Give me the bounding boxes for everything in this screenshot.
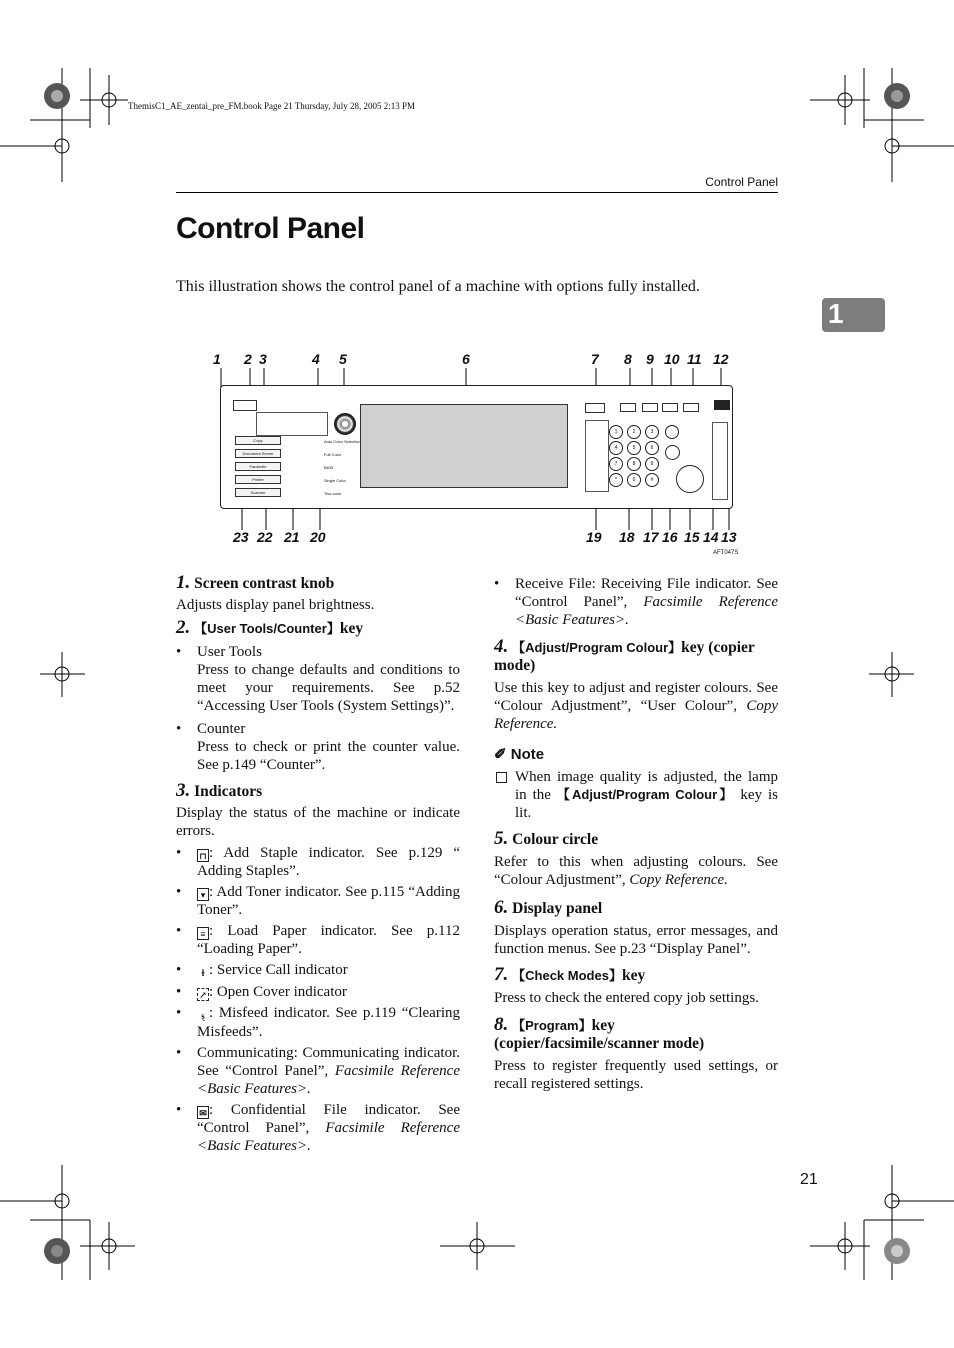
staple-icon: ⊓ <box>197 849 209 862</box>
paper-icon: ≡ <box>197 927 209 940</box>
item-6-body: Displays operation status, error messages, and function menus. See p.23 “Display Panel”. <box>494 923 778 957</box>
keypad-9: 9 <box>645 457 659 471</box>
item-5-heading: 5. Colour circle <box>494 828 599 849</box>
book-file-info: ThemisC1_AE_zentai_pre_FM.book Page 21 Thursday, July 28, 2005 2:13 PM <box>128 101 415 111</box>
keypad-star: * <box>609 473 623 487</box>
item-2-list <box>176 643 460 774</box>
colour-mode-3: B&W <box>324 465 334 470</box>
callout-1: 1 <box>213 351 221 367</box>
printer-function-key: Printer <box>235 475 281 484</box>
user-tools-counter-key <box>233 400 257 411</box>
colour-mode-4: Single Color <box>324 478 346 483</box>
page-title: Control Panel <box>176 212 365 245</box>
left-key-column <box>585 420 609 492</box>
callout-16: 16 <box>662 529 678 545</box>
right-column <box>494 575 778 1093</box>
keypad-4: 4 <box>609 441 623 455</box>
keypad-0: 0 <box>627 473 641 487</box>
scanner-function-key: Scanner <box>235 488 281 497</box>
list-item: • ↗ : Open Cover indicator <box>176 983 460 1001</box>
colour-mode-1: Auto Color Selection <box>324 439 361 444</box>
colour-circle <box>334 413 356 435</box>
callout-3: 3 <box>259 351 267 367</box>
callout-11: 11 <box>687 351 702 367</box>
list-item: • ✉ : Confidential File indicator. See “Control Panel”, Facsimile Reference <Basic Features>. <box>176 1101 460 1155</box>
left-column <box>176 574 460 1155</box>
wrench-icon: ɫ <box>201 968 205 978</box>
main-power-indicator <box>714 400 730 410</box>
pencil-icon: ✐ <box>494 746 507 763</box>
chapter-number: 1 <box>828 298 844 329</box>
callout-6: 6 <box>462 351 470 367</box>
callout-9: 9 <box>646 351 654 367</box>
list-item: • User Tools Press to change defaults and conditions to meet your requirements. See p.52 “Accessing User Tools (System Settings)”. <box>176 643 460 715</box>
counter-text: Press to check or print the counter value. See p.149 “Counter”. <box>197 739 460 773</box>
receive-file-list <box>494 575 778 629</box>
display-panel-screen <box>360 404 568 488</box>
item-1-body: Adjusts display panel brightness. <box>176 597 375 613</box>
list-item: • ▾ : Add Toner indicator. See p.115 “Adding Toner”. <box>176 883 460 919</box>
figure-code: AFT047S <box>713 550 739 556</box>
list-item: • Counter Press to check or print the counter value. See p.149 “Counter”. <box>176 720 460 774</box>
callout-10: 10 <box>664 351 680 367</box>
item-4-heading: 4. 【Adjust/Program Colour】key (copier mode) <box>494 636 755 674</box>
start-key <box>676 465 704 493</box>
callout-15: 15 <box>684 529 700 545</box>
keypad-1: 1 <box>609 425 623 439</box>
callout-12: 12 <box>713 351 729 367</box>
callout-23: 23 <box>233 529 249 545</box>
callout-19: 19 <box>586 529 602 545</box>
keypad-hash: # <box>645 473 659 487</box>
callout-20: 20 <box>310 529 326 545</box>
item-7-heading: 7. 【Check Modes】key <box>494 964 646 985</box>
indicator-list <box>176 844 460 1155</box>
list-item: • ≡ : Load Paper indicator. See p.112 “Loading Paper”. <box>176 922 460 958</box>
item-4-body: Use this key to adjust and register colours. See “Colour Adjustment”, “User Colour”, Copy Reference. <box>494 680 778 732</box>
keypad-3: 3 <box>645 425 659 439</box>
callout-8: 8 <box>624 351 632 367</box>
open-cover-icon: ↗ <box>197 988 209 1001</box>
list-item: • ȿ : Misfeed indicator. See p.119 “Clearing Misfeeds”. <box>176 1004 460 1041</box>
list-item: • Communicating: Communicating indicator. See “Control Panel”, Facsimile Reference <Basic Features>. <box>176 1044 460 1098</box>
keypad-2: 2 <box>627 425 641 439</box>
copy-function-key: Copy <box>235 436 281 445</box>
sample-copy-key <box>665 425 679 439</box>
list-item: • Receive File: Receiving File indicator. See “Control Panel”, Facsimile Reference <Basic Features>. <box>494 575 778 629</box>
item-5-body: Refer to this when adjusting colours. See “Colour Adjustment”, Copy Reference. <box>494 854 778 888</box>
document-server-function-key: Document Server <box>235 449 281 458</box>
item-1-heading: 1. Screen contrast knob <box>176 572 335 593</box>
item-2-heading: 2. 【User Tools/Counter】key <box>176 617 364 638</box>
interrupt-key <box>683 403 699 412</box>
item-8-heading: 8. 【Program】key (copier/facsimile/scanner mode) <box>494 1014 705 1052</box>
confidential-icon: ✉ <box>197 1106 209 1119</box>
callout-14: 14 <box>703 529 719 545</box>
note-item: When image quality is adjusted, the lamp in the 【Adjust/Program Colour】 key is lit. <box>494 768 778 822</box>
keypad-7: 7 <box>609 457 623 471</box>
list-item: • ɫ : Service Call indicator <box>176 961 460 980</box>
clear-stop-key <box>665 445 680 460</box>
item-6-heading: 6. Display panel <box>494 897 603 918</box>
energy-saver-key <box>662 403 678 412</box>
intro-paragraph: This illustration shows the control panel of a machine with options fully installed. <box>176 278 700 295</box>
keypad-5: 5 <box>627 441 641 455</box>
colour-mode-5: Two-color <box>324 491 342 496</box>
check-modes-key <box>585 403 605 413</box>
right-panel-strip <box>712 422 728 500</box>
indicator-area <box>256 412 328 436</box>
colour-mode-2: Full Color <box>324 452 342 457</box>
toner-icon: ▾ <box>197 888 209 901</box>
program-key <box>620 403 636 412</box>
note-heading: ✐ Note <box>494 746 545 763</box>
callout-4: 4 <box>312 351 320 367</box>
misfeed-icon: ȿ <box>201 1011 205 1021</box>
page-number: 21 <box>800 1171 818 1188</box>
item-8-body: Press to register frequently used settings, or recall registered settings. <box>494 1058 778 1092</box>
callout-17: 17 <box>643 529 659 545</box>
callout-7: 7 <box>591 351 599 367</box>
callout-18: 18 <box>619 529 635 545</box>
callout-22: 22 <box>257 529 273 545</box>
callout-13: 13 <box>721 529 737 545</box>
running-head: Control Panel <box>705 175 778 189</box>
callout-21: 21 <box>284 529 300 545</box>
item-3-body: Display the status of the machine or indicate errors. <box>176 805 460 839</box>
callout-5: 5 <box>339 351 347 367</box>
item-3-heading: 3. Indicators <box>176 780 263 801</box>
keypad-6: 6 <box>645 441 659 455</box>
callout-2: 2 <box>244 351 252 367</box>
keypad-8: 8 <box>627 457 641 471</box>
clear-modes-key <box>642 403 658 412</box>
list-item: • ⊓ : Add Staple indicator. See p.129 “ Adding Staples”. <box>176 844 460 880</box>
facsimile-function-key: Facsimile <box>235 462 281 471</box>
item-7-body: Press to check the entered copy job settings. <box>494 990 759 1006</box>
